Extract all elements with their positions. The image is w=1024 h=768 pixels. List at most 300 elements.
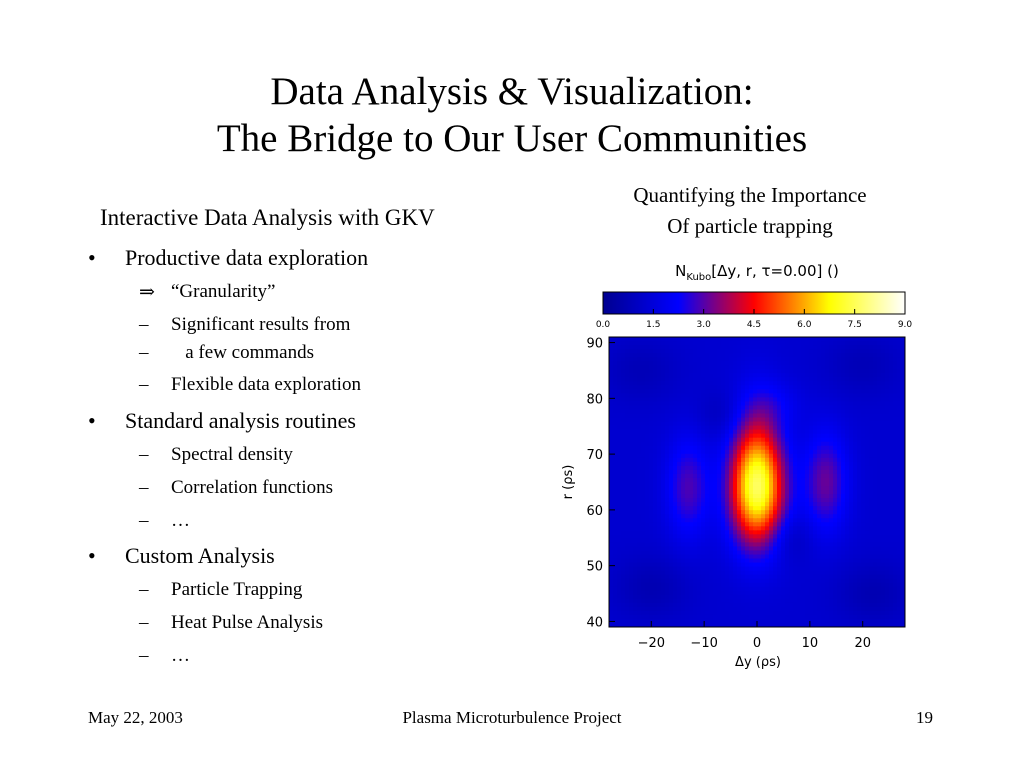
heatmap-cell — [889, 369, 894, 374]
heatmap-cell — [857, 567, 862, 572]
heatmap-cell — [717, 478, 722, 483]
heatmap-cell — [609, 490, 614, 495]
heatmap-cell — [761, 426, 766, 431]
heatmap-cell — [761, 559, 766, 564]
heatmap-cell — [829, 385, 834, 390]
heatmap-cell — [833, 599, 838, 604]
heatmap-cell — [893, 434, 898, 439]
heatmap-cell — [669, 502, 674, 507]
heatmap-cell — [781, 357, 786, 362]
heatmap-cell — [637, 349, 642, 354]
heatmap-cell — [633, 506, 638, 511]
heatmap-cell — [865, 357, 870, 362]
heatmap-cell — [733, 450, 738, 455]
heatmap-cell — [793, 571, 798, 576]
heatmap-cell — [789, 446, 794, 451]
heatmap-cell — [641, 575, 646, 580]
heatmap-cell — [781, 341, 786, 346]
heatmap-cell — [865, 450, 870, 455]
heatmap-cell — [649, 510, 654, 515]
heatmap-cell — [881, 341, 886, 346]
heatmap-cell — [681, 454, 686, 459]
heatmap-cell — [893, 345, 898, 350]
heatmap-cell — [789, 397, 794, 402]
heatmap-cell — [793, 603, 798, 608]
heatmap-cell — [837, 357, 842, 362]
heatmap-cell — [685, 555, 690, 560]
heatmap-cell — [617, 418, 622, 423]
heatmap-cell — [729, 595, 734, 600]
heatmap-cell — [665, 510, 670, 515]
heatmap-cell — [709, 377, 714, 382]
heatmap-cell — [725, 438, 730, 443]
heatmap-cell — [841, 474, 846, 479]
heatmap-cell — [721, 381, 726, 386]
heatmap-cell — [837, 454, 842, 459]
heatmap-cell — [897, 442, 902, 447]
heatmap-cell — [837, 401, 842, 406]
heatmap-cell — [805, 405, 810, 410]
heatmap-cell — [765, 595, 770, 600]
heatmap-cell — [893, 462, 898, 467]
heatmap-cell — [869, 599, 874, 604]
heatmap-cell — [693, 353, 698, 358]
heatmap-cell — [633, 397, 638, 402]
heatmap-cell — [885, 450, 890, 455]
heatmap-cell — [821, 361, 826, 366]
sub-bullet-significant-results: Significant results from — [171, 314, 351, 335]
heatmap-cell — [665, 466, 670, 471]
heatmap-cell — [813, 357, 818, 362]
heatmap-cell — [749, 518, 754, 523]
heatmap-cell — [765, 482, 770, 487]
heatmap-cell — [649, 385, 654, 390]
heatmap-cell — [777, 518, 782, 523]
heatmap-cell — [709, 426, 714, 431]
heatmap-cell — [877, 526, 882, 531]
heatmap-cell — [617, 349, 622, 354]
heatmap-cell — [737, 389, 742, 394]
heatmap-cell — [745, 434, 750, 439]
heatmap-cell — [741, 401, 746, 406]
heatmap-cell — [717, 546, 722, 551]
heatmap-cell — [609, 381, 614, 386]
heatmap-cell — [761, 361, 766, 366]
heatmap-cell — [793, 538, 798, 543]
heatmap-cell — [785, 542, 790, 547]
heatmap-cell — [617, 405, 622, 410]
heatmap-cell — [737, 538, 742, 543]
heatmap-cell — [877, 418, 882, 423]
heatmap-cell — [897, 446, 902, 451]
heatmap-cell — [633, 418, 638, 423]
heatmap-cell — [725, 478, 730, 483]
heatmap-cell — [885, 337, 890, 342]
heatmap-cell — [769, 337, 774, 342]
heatmap-cell — [701, 349, 706, 354]
heatmap-cell — [669, 385, 674, 390]
heatmap-cell — [705, 494, 710, 499]
heatmap-cell — [765, 603, 770, 608]
heatmap-cell — [701, 486, 706, 491]
heatmap-cell — [789, 490, 794, 495]
heatmap-cell — [649, 349, 654, 354]
sub-bullet-mark: – — [139, 342, 149, 363]
heatmap-cell — [705, 458, 710, 463]
heatmap-cell — [745, 401, 750, 406]
heatmap-cell — [809, 534, 814, 539]
heatmap-cell — [853, 410, 858, 415]
heatmap-cell — [885, 454, 890, 459]
heatmap-cell — [629, 506, 634, 511]
heatmap-cell — [701, 591, 706, 596]
heatmap-cell — [801, 389, 806, 394]
heatmap-cell — [693, 418, 698, 423]
heatmap-cell — [717, 550, 722, 555]
heatmap-cell — [665, 397, 670, 402]
heatmap-cell — [629, 514, 634, 519]
heatmap-cell — [613, 426, 618, 431]
heatmap-cell — [713, 353, 718, 358]
heatmap-cell — [701, 405, 706, 410]
heatmap-cell — [825, 474, 830, 479]
heatmap-cell — [805, 478, 810, 483]
heatmap-cell — [761, 575, 766, 580]
heatmap-cell — [765, 583, 770, 588]
heatmap-cell — [825, 555, 830, 560]
heatmap-cell — [805, 438, 810, 443]
heatmap-cell — [781, 555, 786, 560]
heatmap-cell — [685, 422, 690, 427]
heatmap-cell — [613, 357, 618, 362]
heatmap-cell — [865, 377, 870, 382]
heatmap-cell — [789, 341, 794, 346]
heatmap-cell — [781, 587, 786, 592]
heatmap-cell — [633, 434, 638, 439]
heatmap-cell — [821, 526, 826, 531]
heatmap-cell — [749, 603, 754, 608]
heatmap-cell — [657, 385, 662, 390]
heatmap-cell — [801, 450, 806, 455]
heatmap-cell — [817, 510, 822, 515]
heatmap-cell — [845, 438, 850, 443]
heatmap-cell — [733, 579, 738, 584]
heatmap-cell — [889, 430, 894, 435]
heatmap-cell — [769, 530, 774, 535]
heatmap-cell — [649, 506, 654, 511]
heatmap-cell — [745, 587, 750, 592]
heatmap-cell — [885, 353, 890, 358]
heatmap-cell — [665, 522, 670, 527]
heatmap-cell — [785, 482, 790, 487]
heatmap-cell — [765, 373, 770, 378]
heatmap-cell — [753, 571, 758, 576]
heatmap-cell — [849, 422, 854, 427]
heatmap-cell — [789, 486, 794, 491]
heatmap-cell — [701, 454, 706, 459]
heatmap-cell — [721, 357, 726, 362]
heatmap-cell — [693, 534, 698, 539]
heatmap-cell — [685, 522, 690, 527]
heatmap-cell — [649, 361, 654, 366]
heatmap-cell — [853, 446, 858, 451]
heatmap-cell — [637, 498, 642, 503]
heatmap-cell — [861, 591, 866, 596]
heatmap-cell — [821, 510, 826, 515]
heatmap-cell — [745, 397, 750, 402]
heatmap-cell — [737, 349, 742, 354]
heatmap-cell — [853, 599, 858, 604]
heatmap-cell — [685, 361, 690, 366]
heatmap-cell — [713, 361, 718, 366]
heatmap-cell — [729, 397, 734, 402]
heatmap-cell — [629, 466, 634, 471]
heatmap-cell — [685, 490, 690, 495]
heatmap-cell — [833, 534, 838, 539]
heatmap-cell — [805, 538, 810, 543]
heatmap-cell — [861, 393, 866, 398]
heatmap-cell — [673, 603, 678, 608]
heatmap-cell — [693, 555, 698, 560]
heatmap-cell — [633, 426, 638, 431]
heatmap-cell — [641, 550, 646, 555]
heatmap-cell — [813, 591, 818, 596]
heatmap-cell — [641, 454, 646, 459]
heatmap-cell — [773, 462, 778, 467]
heatmap-cell — [773, 405, 778, 410]
heatmap-cell — [741, 514, 746, 519]
heatmap-cell — [889, 478, 894, 483]
heatmap-cell — [789, 466, 794, 471]
heatmap-cell — [685, 349, 690, 354]
heatmap-cell — [693, 490, 698, 495]
heatmap-cell — [761, 414, 766, 419]
heatmap-cell — [633, 458, 638, 463]
heatmap-cell — [685, 377, 690, 382]
heatmap-cell — [621, 454, 626, 459]
heatmap-cell — [845, 478, 850, 483]
heatmap-cell — [661, 478, 666, 483]
heatmap-cell — [669, 458, 674, 463]
heatmap-cell — [837, 490, 842, 495]
heatmap-cell — [741, 579, 746, 584]
heatmap-cell — [873, 599, 878, 604]
heatmap-cell — [885, 361, 890, 366]
heatmap-cell — [833, 410, 838, 415]
heatmap-cell — [693, 381, 698, 386]
heatmap-cell — [609, 377, 614, 382]
heatmap-cell — [853, 538, 858, 543]
heatmap-cell — [877, 486, 882, 491]
heatmap-cell — [633, 410, 638, 415]
heatmap-cell — [885, 571, 890, 576]
heatmap-cell — [773, 401, 778, 406]
heatmap-cell — [761, 563, 766, 568]
heatmap-cell — [849, 474, 854, 479]
heatmap-cell — [733, 522, 738, 527]
heatmap-cell — [725, 579, 730, 584]
heatmap-cell — [817, 494, 822, 499]
heatmap-cell — [633, 381, 638, 386]
heatmap-cell — [649, 563, 654, 568]
heatmap-cell — [701, 353, 706, 358]
heatmap-cell — [789, 583, 794, 588]
heatmap-cell — [773, 389, 778, 394]
heatmap-cell — [741, 430, 746, 435]
chart-title-rest: [Δy, r, τ=0.00] () — [711, 262, 839, 280]
heatmap-cell — [873, 353, 878, 358]
heatmap-cell — [749, 559, 754, 564]
heatmap-cell — [797, 426, 802, 431]
heatmap-cell — [797, 555, 802, 560]
heatmap-cell — [797, 410, 802, 415]
heatmap-cell — [873, 462, 878, 467]
heatmap-cell — [897, 345, 902, 350]
heatmap-cell — [785, 502, 790, 507]
heatmap-cell — [777, 563, 782, 568]
heatmap-cell — [629, 486, 634, 491]
heatmap-cell — [733, 559, 738, 564]
heatmap-cell — [853, 510, 858, 515]
heatmap-cell — [825, 377, 830, 382]
heatmap-cell — [885, 357, 890, 362]
heatmap-cell — [837, 599, 842, 604]
heatmap-cell — [749, 510, 754, 515]
heatmap-cell — [653, 373, 658, 378]
heatmap-cell — [669, 534, 674, 539]
heatmap-cell — [637, 377, 642, 382]
heatmap-cell — [645, 502, 650, 507]
colorbar-tick-label: 7.5 — [847, 320, 862, 330]
heatmap-cell — [861, 389, 866, 394]
heatmap-cell — [873, 587, 878, 592]
heatmap-cell — [885, 401, 890, 406]
heatmap-cell — [677, 385, 682, 390]
heatmap-cell — [673, 579, 678, 584]
heatmap-cell — [669, 522, 674, 527]
heatmap-cell — [797, 349, 802, 354]
heatmap-cell — [665, 518, 670, 523]
heatmap-cell — [677, 373, 682, 378]
heatmap-cell — [773, 442, 778, 447]
heatmap-cell — [801, 555, 806, 560]
heatmap-cell — [621, 526, 626, 531]
heatmap-cell — [609, 430, 614, 435]
heatmap-cell — [617, 563, 622, 568]
heatmap-cell — [661, 345, 666, 350]
heatmap-cell — [641, 430, 646, 435]
heatmap-cell — [773, 454, 778, 459]
heatmap-cell — [865, 506, 870, 511]
heatmap-cell — [637, 401, 642, 406]
heatmap-cell — [689, 571, 694, 576]
heatmap-cell — [837, 458, 842, 463]
heatmap-cell — [697, 583, 702, 588]
heatmap-cell — [629, 490, 634, 495]
heatmap-cell — [797, 478, 802, 483]
heatmap-cell — [689, 434, 694, 439]
heatmap-cell — [697, 454, 702, 459]
heatmap-cell — [825, 575, 830, 580]
heatmap-cell — [813, 486, 818, 491]
heatmap-cell — [817, 373, 822, 378]
heatmap-cell — [813, 405, 818, 410]
heatmap-cell — [777, 462, 782, 467]
heatmap-cell — [645, 530, 650, 535]
heatmap-cell — [633, 345, 638, 350]
heatmap-cell — [669, 486, 674, 491]
heatmap-cell — [649, 530, 654, 535]
heatmap-cell — [757, 490, 762, 495]
heatmap-cell — [865, 482, 870, 487]
heatmap-cell — [677, 422, 682, 427]
heatmap-cell — [665, 534, 670, 539]
heatmap-cell — [841, 353, 846, 358]
heatmap-cell — [629, 422, 634, 427]
heatmap-cell — [849, 518, 854, 523]
heatmap-cell — [701, 450, 706, 455]
heatmap-cell — [621, 550, 626, 555]
heatmap-cell — [669, 591, 674, 596]
heatmap-cell — [801, 542, 806, 547]
heatmap-cell — [837, 466, 842, 471]
heatmap-cell — [665, 599, 670, 604]
heatmap-cell — [625, 426, 630, 431]
heatmap-cell — [645, 486, 650, 491]
heatmap-cell — [777, 555, 782, 560]
heatmap-cell — [877, 458, 882, 463]
heatmap-cell — [825, 550, 830, 555]
heatmap-cell — [789, 389, 794, 394]
heatmap-cell — [889, 365, 894, 370]
heatmap-cell — [757, 550, 762, 555]
heatmap-cell — [617, 458, 622, 463]
heatmap-cell — [729, 542, 734, 547]
heatmap-cell — [817, 405, 822, 410]
heatmap-cell — [669, 361, 674, 366]
heatmap-cell — [661, 434, 666, 439]
heatmap-cell — [845, 446, 850, 451]
heatmap-cell — [833, 490, 838, 495]
heatmap-cell — [669, 599, 674, 604]
heatmap-cell — [809, 571, 814, 576]
heatmap-cell — [877, 542, 882, 547]
heatmap-cell — [877, 522, 882, 527]
heatmap-cell — [725, 434, 730, 439]
heatmap-cell — [697, 486, 702, 491]
heatmap-cell — [813, 414, 818, 419]
heatmap-cell — [897, 575, 902, 580]
heatmap-cell — [705, 571, 710, 576]
heatmap-cell — [697, 603, 702, 608]
heatmap-cell — [741, 474, 746, 479]
heatmap-cell — [765, 466, 770, 471]
heatmap-cell — [625, 482, 630, 487]
heatmap-cell — [713, 530, 718, 535]
heatmap-cell — [825, 446, 830, 451]
heatmap-cell — [837, 422, 842, 427]
heatmap-cell — [761, 385, 766, 390]
heatmap-cell — [777, 341, 782, 346]
heatmap-cell — [713, 430, 718, 435]
heatmap-cell — [689, 353, 694, 358]
heatmap-cell — [893, 534, 898, 539]
heatmap-cell — [853, 442, 858, 447]
heatmap-cell — [789, 526, 794, 531]
heatmap-cell — [725, 550, 730, 555]
heatmap-cell — [705, 486, 710, 491]
heatmap-cell — [665, 422, 670, 427]
